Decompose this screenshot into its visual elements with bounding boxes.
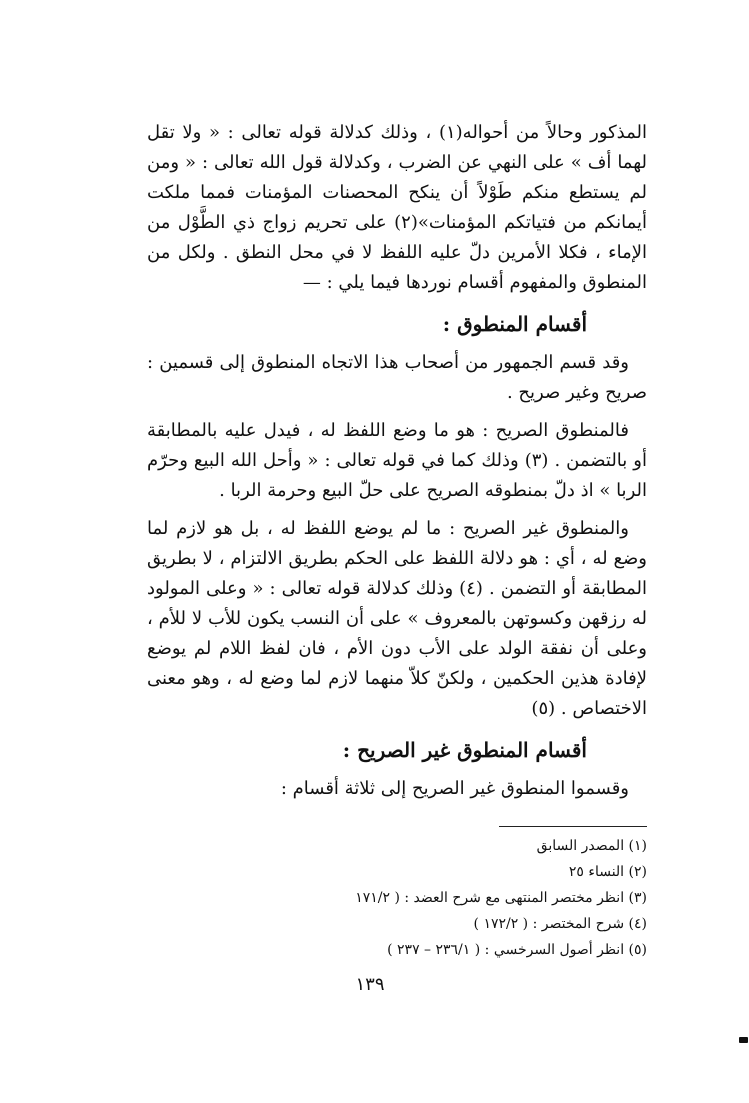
footnote-divider bbox=[499, 826, 647, 827]
paragraph-implicit: والمنطوق غير الصريح : ما لم يوضع اللفظ له ، بل هو لازم لما وضع له ، أي : هو دلالة اللفظ على الحكم بطريق الالتزام ، لا بطريق المطابقة أو التضمن . (٤) وذلك كدلالة قوله تعالى : « وعلى المولود له رزقهن وكسوتهن بالمعروف » على أن النسب يكون للأب لا للأم ، وعلى أن نفقة الولد على الأب دون الأم ، فان لفظ اللام لم يوضع لإفادة هذين الحكمين ، ولكنّ كلاّ منهما لازم لما وضع له ، وهو معنى الاختصاص . (٥) bbox=[147, 518, 647, 719]
paragraph-division: وقد قسم الجمهور من أصحاب هذا الاتجاه المنطوق إلى قسمين : صريح وغير صريح . bbox=[147, 352, 647, 403]
heading-implicit-divisions: أقسام المنطوق غير الصريح : bbox=[342, 738, 587, 762]
heading-mantuq-divisions: أقسام المنطوق : bbox=[442, 312, 587, 336]
footnote-item: (٥) انظر أصول السرخسي : ( ٢٣٦/١ – ٢٣٧ ) bbox=[387, 942, 647, 958]
footnote-item: (٢) النساء ٢٥ bbox=[568, 864, 647, 880]
footnote-item: (٤) شرح المختصر : ( ١٧٢/٢ ) bbox=[473, 916, 647, 932]
scan-edge-mark bbox=[739, 1037, 748, 1043]
page-number: ١٣٩ bbox=[355, 974, 385, 995]
paragraph-explicit: فالمنطوق الصريح : هو ما وضع اللفظ له ، فيدل عليه بالمطابقة أو بالتضمن . (٣) وذلك كما في قوله تعالى : « وأحل الله البيع وحرّم الربا » اذ دلّ بمنطوقه الصريح على حلّ البيع وحرمة الربا . bbox=[147, 420, 648, 501]
paragraph-intro: المذكور وحالاً من أحواله(١) ، وذلك كدلالة قوله تعالى : « ولا تقل لهما أف » على النهي عن الضرب ، وكدلالة قول الله تعالى : « ومن لم يستطع منكم طَوْلاً أن ينكح المحصنات المؤمنات فمما ملكت أيمانكم من فتياتكم المؤمنات»(٢) على تحريم زواج ذي الطَّوْل من الإماء ، فكلا الأمرين دلّ عليه اللفظ لا في محل النطق . ولكل من المنطوق والمفهوم أقسام نوردها فيما يلي : — bbox=[147, 122, 648, 293]
footnote-item: (١) المصدر السابق bbox=[536, 838, 647, 854]
main-text bbox=[147, 118, 647, 812]
footnotes bbox=[147, 826, 647, 963]
paragraph-three-divisions: وقسموا المنطوق غير الصريح إلى ثلاثة أقسام : bbox=[280, 778, 629, 799]
footnote-item: (٣) انظر مختصر المنتهى مع شرح العضد : ( ١٧١/٢ bbox=[355, 890, 647, 906]
